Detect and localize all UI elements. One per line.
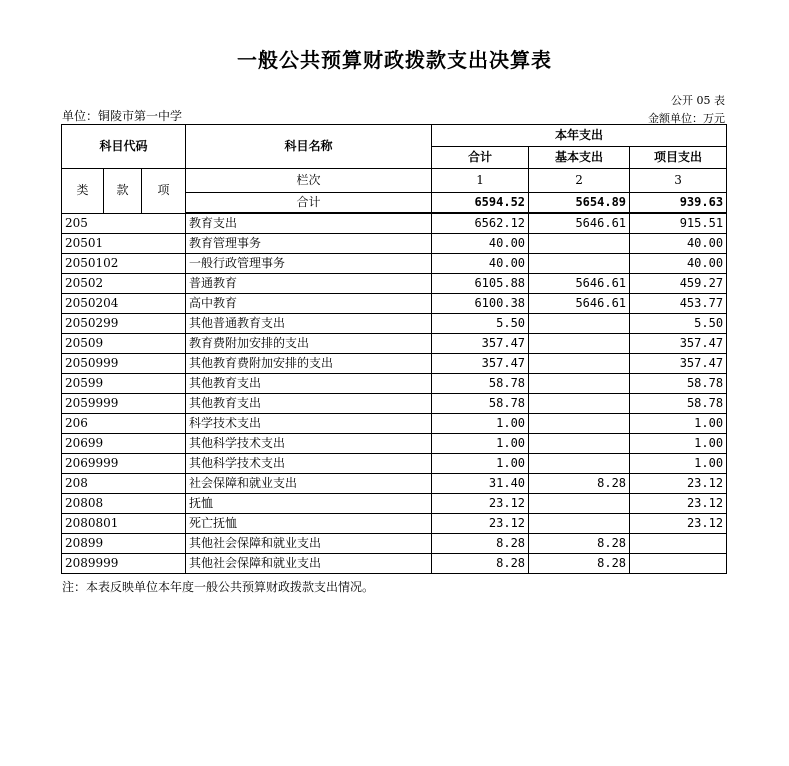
total-basic: 5654.89 [529,193,630,214]
row-name: 其他科学技术支出 [186,454,432,474]
row-code: 20699 [62,434,186,454]
page-title: 一般公共预算财政拨款支出决算表 [237,48,552,72]
row-total: 1.00 [432,414,529,434]
row-total: 357.47 [432,334,529,354]
row-code: 2059999 [62,394,186,414]
row-basic: 5646.61 [529,294,630,314]
row-basic: 8.28 [529,554,630,574]
row-project [630,534,727,554]
row-basic [529,414,630,434]
row-total: 5.50 [432,314,529,334]
total-label: 合计 [186,193,432,214]
row-code: 20502 [62,274,186,294]
row-basic [529,334,630,354]
col-number-3: 3 [630,169,727,193]
row-name: 普通教育 [186,274,432,294]
footnote: 注：本表反映单位本年度一般公共预算财政拨款支出情况。 [62,580,375,594]
table-row [62,374,727,394]
row-name: 抚恤 [186,494,432,514]
table-row [62,474,727,494]
row-code: 206 [62,414,186,434]
row-project: 58.78 [630,394,727,414]
row-total: 23.12 [432,494,529,514]
header-project: 项目支出 [630,147,727,169]
row-name: 其他教育费附加安排的支出 [186,354,432,374]
row-total: 6105.88 [432,274,529,294]
row-name: 其他教育支出 [186,394,432,414]
header-kuan: 款 [104,169,142,214]
row-basic [529,514,630,534]
row-basic [529,434,630,454]
header-code: 科目代码 [62,125,186,169]
row-total: 8.28 [432,554,529,574]
row-name: 其他普通教育支出 [186,314,432,334]
row-total: 6562.12 [432,213,529,234]
row-code: 2050102 [62,254,186,274]
table-row [62,494,727,514]
row-project: 5.50 [630,314,727,334]
row-basic [529,454,630,474]
header-lei: 类 [62,169,104,214]
amount-unit: 金额单位：万元 [648,112,725,125]
row-code: 2080801 [62,514,186,534]
row-project: 58.78 [630,374,727,394]
row-basic [529,354,630,374]
row-code: 2050999 [62,354,186,374]
row-total: 23.12 [432,514,529,534]
row-basic [529,374,630,394]
table-row [62,354,727,374]
row-total: 40.00 [432,234,529,254]
row-total: 40.00 [432,254,529,274]
row-basic [529,494,630,514]
row-name: 死亡抚恤 [186,514,432,534]
row-name: 其他社会保障和就业支出 [186,554,432,574]
row-code: 208 [62,474,186,494]
header-xiang: 项 [142,169,186,214]
row-code: 20509 [62,334,186,354]
row-total: 58.78 [432,394,529,414]
row-name: 其他科学技术支出 [186,434,432,454]
row-basic: 8.28 [529,474,630,494]
total-project: 939.63 [630,193,727,214]
row-project: 1.00 [630,434,727,454]
row-name: 教育费附加安排的支出 [186,334,432,354]
row-total: 6100.38 [432,294,529,314]
row-code: 20599 [62,374,186,394]
row-project: 915.51 [630,213,727,234]
row-total: 1.00 [432,454,529,474]
row-total: 8.28 [432,534,529,554]
table-row [62,514,727,534]
expenditure-table [61,124,727,574]
row-total: 1.00 [432,434,529,454]
row-code: 2050299 [62,314,186,334]
row-name: 其他教育支出 [186,374,432,394]
col-number-2: 2 [529,169,630,193]
row-name: 科学技术支出 [186,414,432,434]
table-row [62,234,727,254]
header-total: 合计 [432,147,529,169]
unit-label: 单位：铜陵市第一中学 [62,109,183,123]
row-project: 459.27 [630,274,727,294]
row-project: 357.47 [630,354,727,374]
table-row [62,254,727,274]
row-project: 40.00 [630,234,727,254]
row-basic: 5646.61 [529,274,630,294]
row-total: 357.47 [432,354,529,374]
row-project: 1.00 [630,414,727,434]
row-project: 23.12 [630,494,727,514]
table-row [62,314,727,334]
row-name: 社会保障和就业支出 [186,474,432,494]
row-name: 一般行政管理事务 [186,254,432,274]
row-name: 其他社会保障和就业支出 [186,534,432,554]
header-lanci: 栏次 [186,169,432,193]
total-amount: 6594.52 [432,193,529,214]
row-project: 23.12 [630,474,727,494]
table-row [62,294,727,314]
row-name: 教育管理事务 [186,234,432,254]
row-basic: 5646.61 [529,213,630,234]
row-code: 2089999 [62,554,186,574]
row-basic [529,234,630,254]
row-basic: 8.28 [529,534,630,554]
row-basic [529,254,630,274]
row-project [630,554,727,574]
row-code: 20899 [62,534,186,554]
row-code: 2050204 [62,294,186,314]
table-row [62,414,727,434]
table-row [62,394,727,414]
header-name: 科目名称 [186,125,432,169]
col-number-1: 1 [432,169,529,193]
row-project: 23.12 [630,514,727,534]
row-code: 2069999 [62,454,186,474]
table-row [62,454,727,474]
header-row-3 [62,169,727,193]
header-row-1 [62,125,727,147]
row-basic [529,314,630,334]
table-row [62,213,727,234]
header-basic: 基本支出 [529,147,630,169]
row-code: 205 [62,213,186,234]
row-code: 20808 [62,494,186,514]
row-total: 58.78 [432,374,529,394]
row-project: 40.00 [630,254,727,274]
table-row [62,534,727,554]
form-number: 公开 05 表 [671,94,725,107]
table-row [62,274,727,294]
header-this-year: 本年支出 [432,125,727,147]
row-project: 1.00 [630,454,727,474]
row-basic [529,394,630,414]
row-code: 20501 [62,234,186,254]
row-project: 453.77 [630,294,727,314]
table-row [62,554,727,574]
table-row [62,434,727,454]
table-row [62,334,727,354]
row-name: 高中教育 [186,294,432,314]
row-project: 357.47 [630,334,727,354]
row-name: 教育支出 [186,213,432,234]
row-total: 31.40 [432,474,529,494]
